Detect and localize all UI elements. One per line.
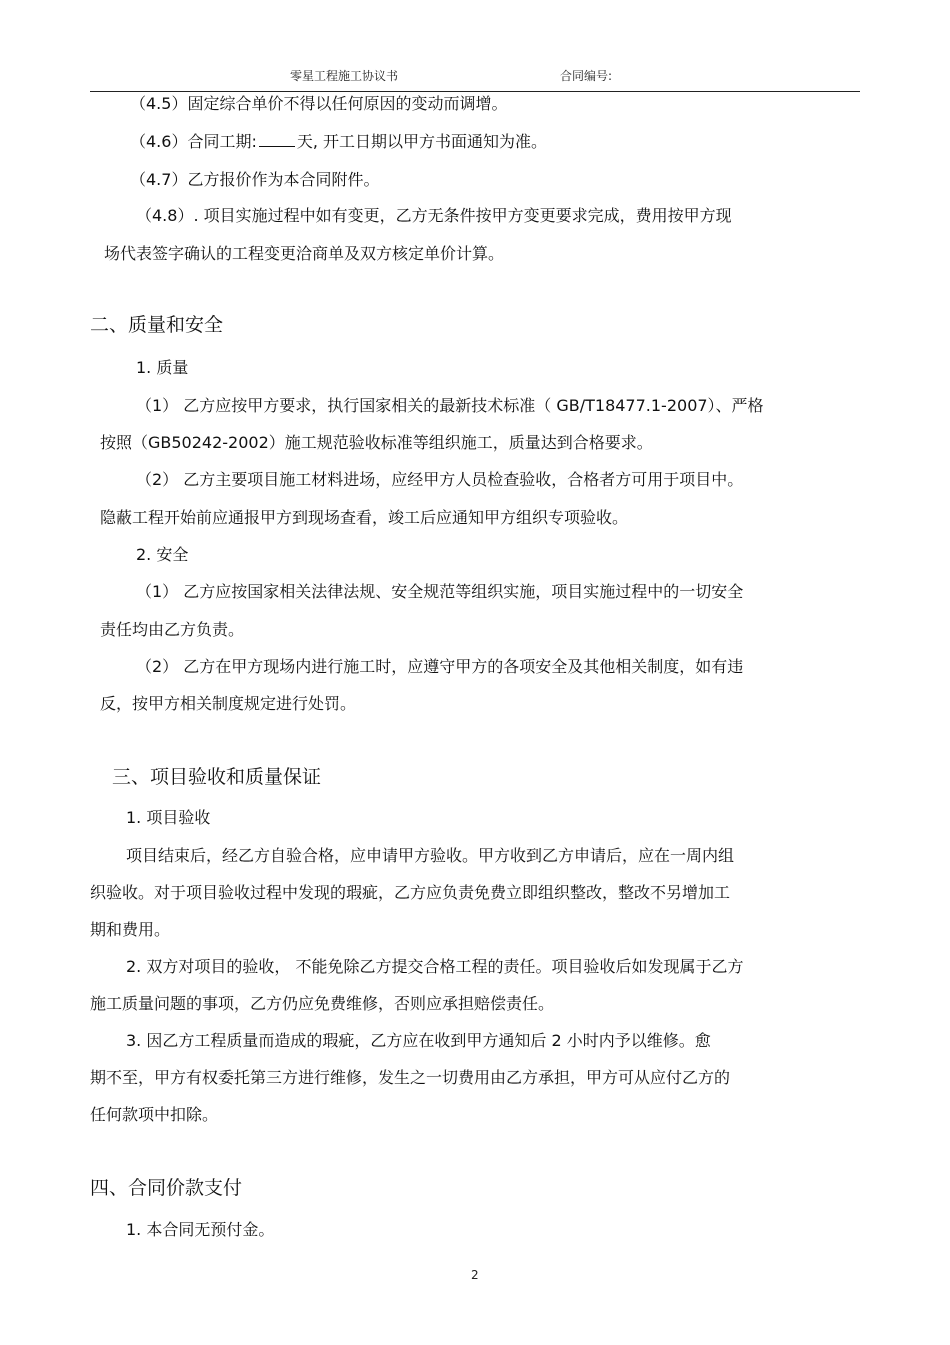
section-heading-quality-safety: 二、质量和安全 xyxy=(90,314,224,336)
header-contract-number-label: 合同编号: xyxy=(560,69,613,83)
acceptance-2-line2: 施工质量问题的事项，乙方仍应免费维修，否则应承担赔偿责任。 xyxy=(90,994,555,1013)
safety-1-line1: （1） 乙方应按国家相关法律法规、安全规范等组织实施，项目实施过程中的一切安全 xyxy=(136,582,744,601)
header-title: 零星工程施工协议书 xyxy=(290,69,399,83)
subheading-quality: 1. 质量 xyxy=(136,358,189,377)
duration-blank xyxy=(259,132,295,147)
header-rule xyxy=(90,91,860,92)
page-number: 2 xyxy=(471,1268,479,1282)
safety-2-line2: 反，按甲方相关制度规定进行处罚。 xyxy=(100,694,357,713)
safety-2-line1: （2） 乙方在甲方现场内进行施工时，应遵守甲方的各项安全及其他相关制度，如有违 xyxy=(136,657,744,676)
acceptance-2-line1: 2. 双方对项目的验收， 不能免除乙方提交合格工程的责任。项目验收后如发现属于乙方 xyxy=(126,957,744,976)
subheading-project-acceptance: 1. 项目验收 xyxy=(126,808,211,827)
clause-4-5: （4.5）固定综合单价不得以任何原因的变动而调增。 xyxy=(130,94,508,113)
clause-4-8-line1: （4.8）. 项目实施过程中如有变更，乙方无条件按甲方变更要求完成，费用按甲方现 xyxy=(136,206,732,225)
quality-2-line1: （2） 乙方主要项目施工材料进场，应经甲方人员检查验收，合格者方可用于项目中。 xyxy=(136,470,744,489)
quality-1-line2: 按照（GB50242-2002）施工规范验收标准等组织施工，质量达到合格要求。 xyxy=(100,433,653,452)
clause-4-6-label: （4.6）合同工期: xyxy=(130,132,257,151)
section-heading-payment: 四、合同价款支付 xyxy=(90,1177,243,1199)
quality-1-line1: （1） 乙方应按甲方要求，执行国家相关的最新技术标准（ GB/T18477.1-2007）、严格 xyxy=(136,396,764,415)
clause-4-6 xyxy=(130,132,547,152)
clause-4-8-line2: 场代表签字确认的工程变更洽商单及双方核定单价计算。 xyxy=(104,244,505,263)
safety-1-line2: 责任均由乙方负责。 xyxy=(100,620,245,639)
acceptance-1-line3: 期和费用。 xyxy=(90,920,171,939)
clause-4-7: （4.7）乙方报价作为本合同附件。 xyxy=(130,170,380,189)
acceptance-1-line2: 织验收。对于项目验收过程中发现的瑕疵，乙方应负责免费立即组织整改，整改不另增加工 xyxy=(90,883,731,902)
subheading-safety: 2. 安全 xyxy=(136,545,189,564)
clause-4-6-text: 天, 开工日期以甲方书面通知为准。 xyxy=(296,132,548,151)
acceptance-3-line2: 期不至，甲方有权委托第三方进行维修，发生之一切费用由乙方承担，甲方可从应付乙方的 xyxy=(90,1068,731,1087)
section-heading-acceptance: 三、项目验收和质量保证 xyxy=(112,766,322,788)
acceptance-1-line1: 项目结束后，经乙方自验合格，应申请甲方验收。甲方收到乙方申请后，应在一周内组 xyxy=(126,846,735,865)
acceptance-3-line3: 任何款项中扣除。 xyxy=(90,1105,219,1124)
quality-2-line2: 隐蔽工程开始前应通报甲方到现场查看，竣工后应通知甲方组织专项验收。 xyxy=(100,508,629,527)
acceptance-3-line1: 3. 因乙方工程质量而造成的瑕疵，乙方应在收到甲方通知后 2 小时内予以维修。愈 xyxy=(126,1031,711,1050)
payment-1: 1. 本合同无预付金。 xyxy=(126,1220,275,1239)
